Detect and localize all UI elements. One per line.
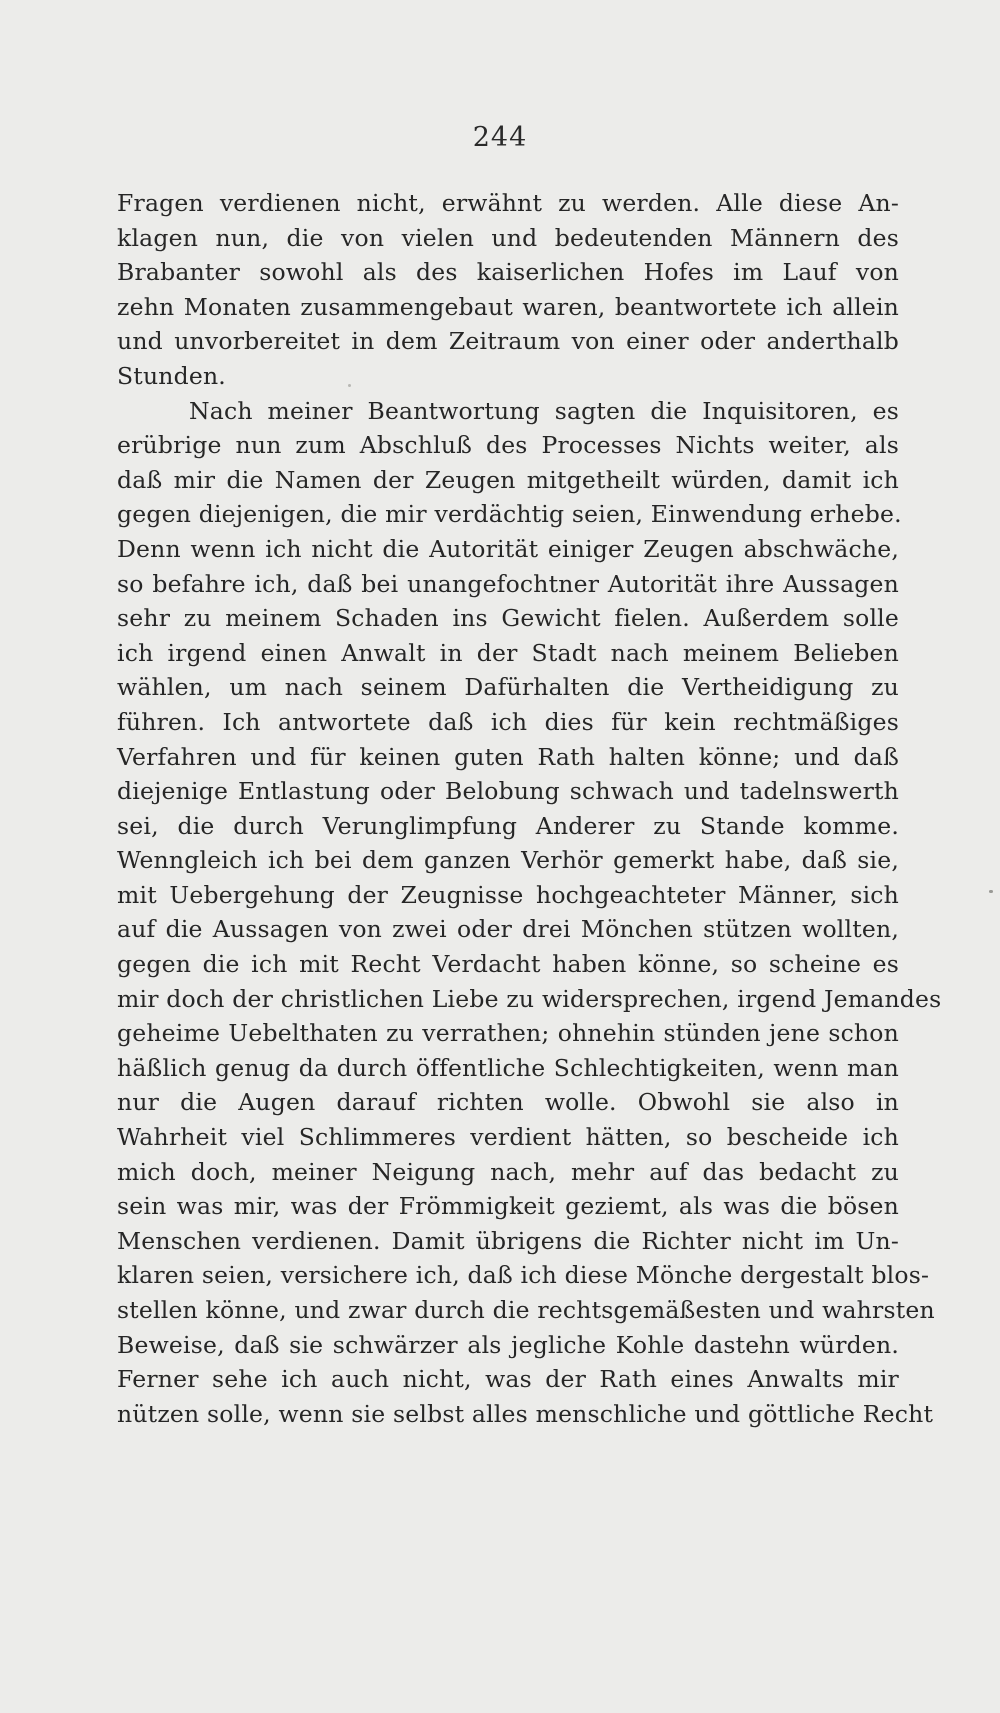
text-line: Denn wenn ich nicht die Autorität einiger Zeugen abschwäche, bbox=[117, 534, 899, 563]
text-line: sehr zu meinem Schaden ins Gewicht fielen. Außerdem solle bbox=[117, 604, 899, 633]
text-line: diejenige Entlastung oder Belobung schwach und tadelnswerth bbox=[117, 777, 899, 806]
text-line: Wahrheit viel Schlimmeres verdient hätten, so bescheide ich bbox=[117, 1123, 899, 1152]
text-line: auf die Aussagen von zwei oder drei Mönchen stützen wollten, bbox=[117, 915, 899, 944]
text-line: häßlich genug da durch öffentliche Schlechtigkeiten, wenn man bbox=[117, 1053, 899, 1082]
text-line: nur die Augen darauf richten wolle. Obwohl sie also in bbox=[117, 1088, 899, 1117]
paragraph-2 bbox=[117, 394, 942, 1432]
text-line: klaren seien, versichere ich, daß ich diese Mönche dergestalt blos- bbox=[117, 1261, 930, 1290]
text-line: mich doch, meiner Neigung nach, mehr auf das bedacht zu bbox=[117, 1157, 899, 1186]
text-line: daß mir die Namen der Zeugen mitgetheilt würden, damit ich bbox=[117, 465, 899, 494]
text-line: Wenngleich ich bei dem ganzen Verhör gemerkt habe, daß sie, bbox=[117, 846, 899, 875]
text-line: erübrige nun zum Abschluß des Processes Nichts weiter, als bbox=[117, 431, 899, 460]
text-line: Verfahren und für keinen guten Rath halten könne; und daß bbox=[117, 742, 899, 771]
text-line: Fragen verdienen nicht, erwähnt zu werden. Alle diese An- bbox=[117, 189, 899, 217]
text-line: ich irgend einen Anwalt in der Stadt nach meinem Belieben bbox=[117, 638, 899, 667]
text-line: nützen solle, wenn sie selbst alles menschliche und göttliche Recht bbox=[117, 1399, 934, 1428]
text-line: gegen die ich mit Recht Verdacht haben könne, so scheine es bbox=[117, 950, 899, 979]
text-line: sei, die durch Verunglimpfung Anderer zu Stande komme. bbox=[117, 811, 899, 840]
paragraph-1 bbox=[117, 186, 899, 394]
text-line: sein was mir, was der Frömmigkeit geziemt, als was die bösen bbox=[117, 1192, 899, 1221]
text-line: und unvorbereitet in dem Zeitraum von einer oder anderthalb bbox=[117, 327, 899, 356]
text-line: Stunden. bbox=[117, 361, 226, 390]
text-line: geheime Uebelthaten zu verrathen; ohnehin stünden jene schon bbox=[117, 1019, 899, 1048]
text-line: zehn Monaten zusammengebaut waren, beantwortete ich allein bbox=[117, 292, 899, 321]
text-line: Ferner sehe ich auch nicht, was der Rath eines Anwalts mir bbox=[117, 1365, 899, 1394]
paper-speck bbox=[989, 890, 993, 893]
text-line: klagen nun, die von vielen und bedeutenden Männern des bbox=[117, 223, 899, 252]
text-line: Menschen verdienen. Damit übrigens die Richter nicht im Un- bbox=[117, 1226, 899, 1255]
text-line: Beweise, daß sie schwärzer als jegliche Kohle dastehn würden. bbox=[117, 1330, 899, 1359]
text-line: wählen, um nach seinem Dafürhalten die Vertheidigung zu bbox=[117, 673, 899, 702]
text-line: Brabanter sowohl als des kaiserlichen Hofes im Lauf von bbox=[117, 258, 899, 287]
text-line: gegen diejenigen, die mir verdächtig seien, Einwendung erhebe. bbox=[117, 500, 902, 529]
body-text bbox=[117, 186, 942, 1431]
text-line: Nach meiner Beantwortung sagten die Inquisitoren, es bbox=[189, 396, 899, 425]
page-number: 244 bbox=[472, 122, 528, 153]
text-line: mit Uebergehung der Zeugnisse hochgeachteter Männer, sich bbox=[117, 880, 899, 909]
text-line: führen. Ich antwortete daß ich dies für kein rechtmäßiges bbox=[117, 707, 899, 736]
text-line: stellen könne, und zwar durch die rechtsgemäßesten und wahrsten bbox=[117, 1296, 935, 1324]
paper-speck bbox=[348, 384, 351, 387]
text-line: so befahre ich, daß bei unangefochtner Autorität ihre Aussagen bbox=[117, 569, 899, 598]
text-line: mir doch der christlichen Liebe zu widersprechen, irgend Jemandes bbox=[117, 984, 942, 1013]
